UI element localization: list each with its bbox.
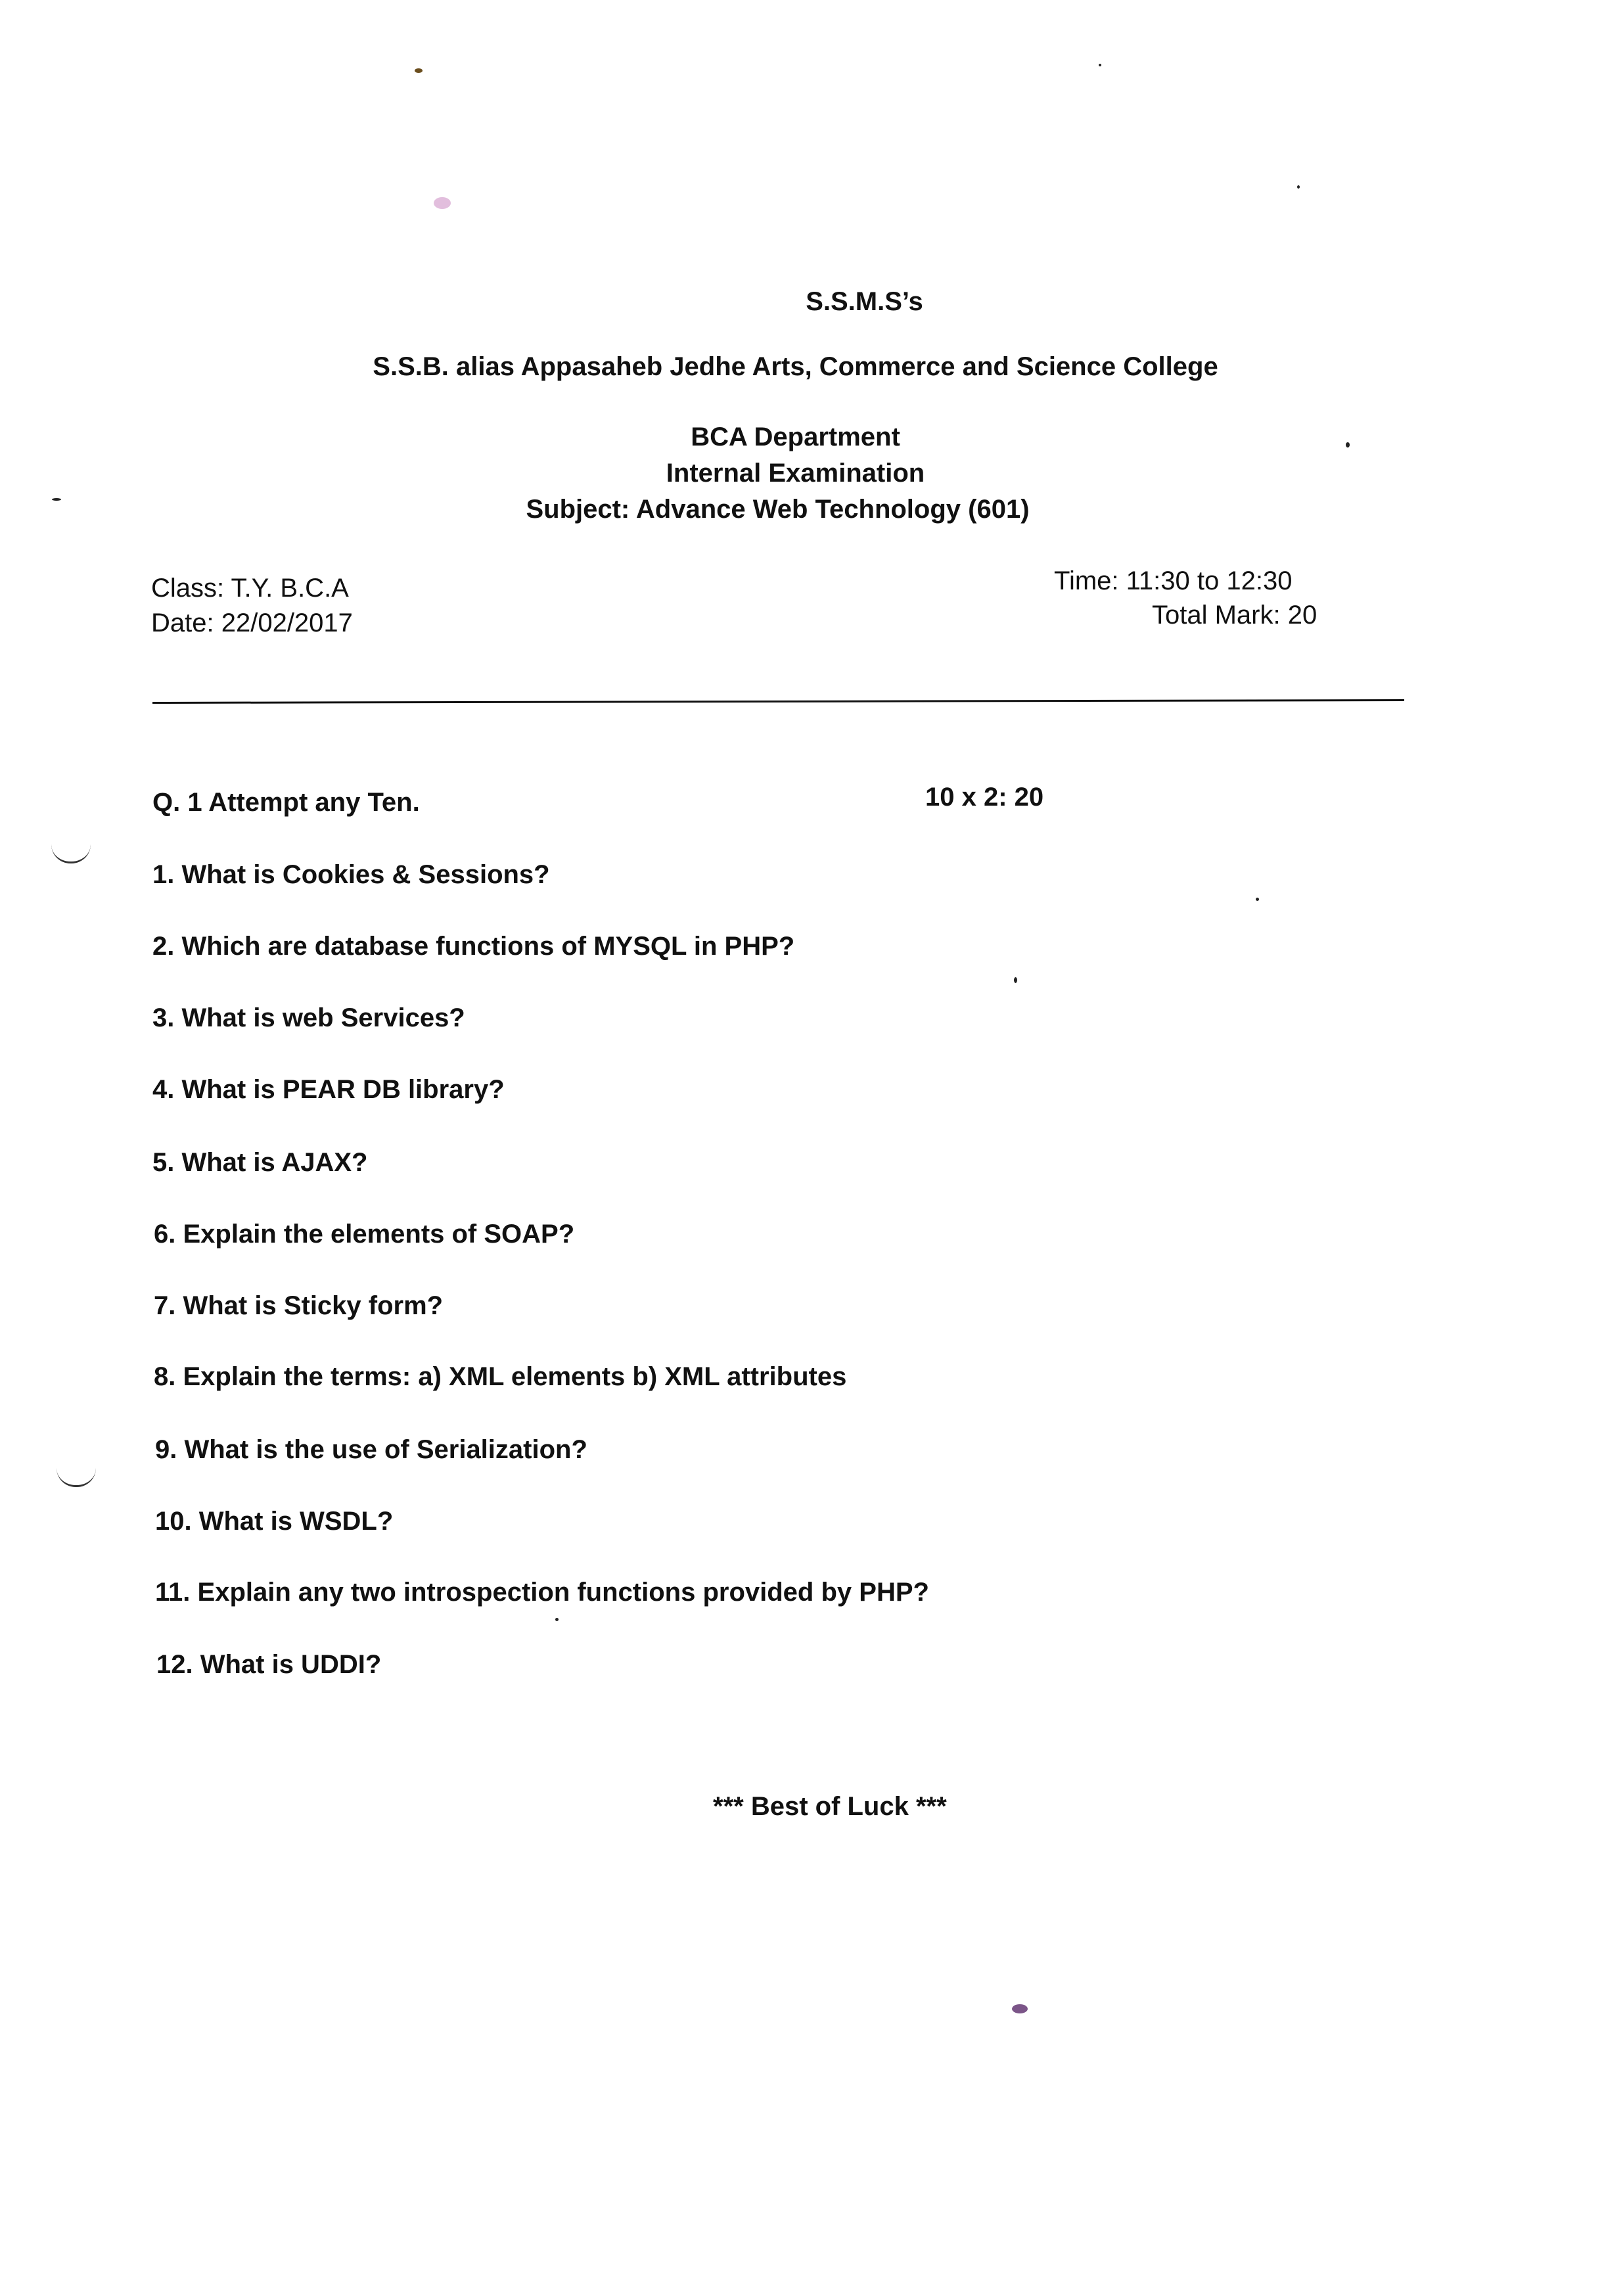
handwritten-tick-mark	[57, 1468, 96, 1487]
scan-speck	[1297, 185, 1300, 189]
question-item: 9. What is the use of Serialization?	[155, 1435, 587, 1464]
department-name: BCA Department	[691, 423, 900, 451]
scan-speck	[555, 1618, 559, 1621]
total-mark: Total Mark: 20	[1152, 601, 1318, 630]
scan-speck	[52, 498, 61, 501]
question-item: 3. What is web Services?	[152, 1003, 465, 1032]
society-name: S.S.M.S’s	[806, 287, 923, 316]
question-item: 6. Explain the elements of SOAP?	[154, 1220, 575, 1249]
subject-title: Subject: Advance Web Technology (601)	[526, 495, 1030, 524]
section-marks: 10 x 2: 20	[925, 783, 1044, 812]
exam-title: Internal Examination	[666, 459, 925, 488]
class-info: Class: T.Y. B.C.A	[151, 574, 349, 603]
scan-speck	[1014, 977, 1017, 983]
header-divider	[152, 699, 1404, 704]
question-item: 7. What is Sticky form?	[154, 1291, 444, 1320]
question-item: 5. What is AJAX?	[152, 1148, 368, 1177]
question-item: 12. What is UDDI?	[156, 1650, 382, 1679]
ink-stain	[434, 197, 451, 209]
ink-stain	[1012, 2004, 1028, 2013]
question-item: 2. Which are database functions of MYSQL in PHP?	[152, 932, 795, 961]
exam-time: Time: 11:30 to 12:30	[1054, 566, 1293, 595]
exam-date: Date: 22/02/2017	[151, 608, 353, 637]
handwritten-tick-mark	[51, 844, 91, 863]
question-item: 1. What is Cookies & Sessions?	[152, 860, 550, 889]
question-item: 8. Explain the terms: a) XML elements b) XML attributes	[154, 1362, 847, 1391]
question-item: 10. What is WSDL?	[155, 1507, 394, 1536]
question-item: 11. Explain any two introspection functions provided by PHP?	[155, 1578, 929, 1607]
scan-speck	[1256, 898, 1259, 901]
closing-note: *** Best of Luck ***	[713, 1792, 947, 1821]
scan-speck	[1099, 64, 1101, 66]
question-item: 4. What is PEAR DB library?	[152, 1075, 505, 1104]
section-title: Q. 1 Attempt any Ten.	[152, 788, 420, 817]
college-name: S.S.B. alias Appasaheb Jedhe Arts, Commerce and Science College	[373, 352, 1218, 381]
scan-speck	[1346, 442, 1350, 448]
scan-speck	[415, 68, 423, 73]
